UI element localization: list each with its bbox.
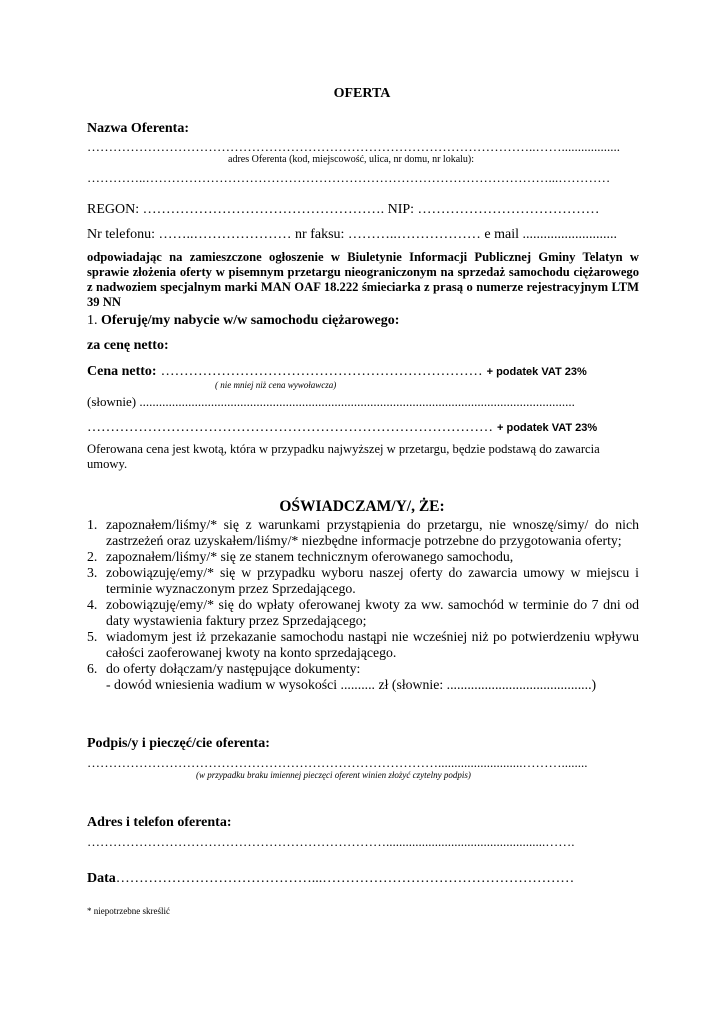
date-row: [87, 869, 639, 887]
bidder-name-label: Nazwa Oferenta:: [87, 121, 189, 136]
net-price-row: [87, 362, 587, 380]
declaration-item: [87, 629, 639, 661]
signature-label: Podpis/y i pieczęć/cie oferenta:: [87, 736, 270, 751]
offer-point-1-number: 1.: [87, 313, 98, 328]
regon-nip-row: REGON: ……………………………………………. NIP: …………………………………: [87, 202, 600, 217]
declaration-item: [87, 661, 639, 677]
address-phone-line: …………………………………………………………….................................................…….: [87, 834, 575, 849]
declaration-item: [87, 517, 639, 549]
wadium-line: - dowód wniesienia wadium w wysokości .......... zł (słownie: ..........................................): [106, 677, 597, 692]
vat-label-2: + podatek VAT 23%: [497, 422, 598, 434]
net-price-heading: za cenę netto:: [87, 338, 169, 353]
price-note: Oferowana cena jest kwotą, która w przypadku najwyższej w przetargu, będzie podstawą do zawarcia umowy.: [87, 442, 600, 471]
words-row: [87, 394, 639, 410]
declaration-number: 5.: [87, 629, 98, 644]
declaration-text: zobowiązuję/emy/* się do wpłaty oferowanej kwoty za ww. samochód w terminie do 7 dni od daty wystawienia faktury przez Sprzedającego;: [106, 597, 639, 628]
declaration-text: zapoznałem/liśmy/* się ze stanem technicznym oferowanego samochodu,: [106, 549, 514, 564]
contact-row: Nr telefonu: ……..………………… nr faksu: ………..……………… e mail ...........................: [87, 227, 618, 242]
words-label: (słownie): [87, 394, 137, 409]
declaration-text: zobowiązuję/emy/* się w przypadku wyboru naszej oferty do zawarcia umowy w miejscu i terminie wyznaczonym przez Sprzedającego.: [106, 565, 639, 596]
declaration-item: [87, 549, 639, 565]
declaration-number: 4.: [87, 597, 98, 612]
address-hint: adres Oferenta (kod, miejscowość, ulica, nr domu, nr lokalu):: [228, 154, 475, 165]
declaration-text: wiadomym jest iż przekazanie samochodu nastąpi nie wcześniej niż po potwierdzeniu wpływu całości zaoferowanej kwoty na konto sprzedającego.: [106, 629, 639, 660]
declaration-item: [87, 565, 639, 597]
declaration-item: [87, 597, 639, 629]
page-title: OFERTA: [333, 86, 391, 101]
footnote: * niepotrzebne skreślić: [87, 906, 170, 916]
declaration-number: 3.: [87, 565, 98, 580]
offer-point-1-text: Oferuję/my nabycie w/w samochodu ciężarowego:: [101, 313, 400, 328]
bidder-address-line: …………..…………………………………………………………………………………...…………: [87, 170, 611, 185]
signature-note: (w przypadku braku imiennej pieczęci oferent winien złożyć czytelny podpis): [196, 770, 471, 780]
bidder-name-line: …………………………………………………………………………………………..……..................: [87, 139, 620, 154]
date-line: ……………………………………...………………………………………………: [115, 871, 575, 886]
declaration-text: do oferty dołączam/y następujące dokumenty:: [106, 661, 361, 676]
net-price-dots: ……………………………………………………………: [160, 364, 483, 379]
declaration-number: 1.: [87, 517, 98, 532]
words-line-2: ……………………………………………………………………………: [87, 420, 493, 435]
words-dots: ......................................................................................................................................: [139, 394, 575, 409]
declarations-list: [87, 517, 639, 693]
vat-label-1: + podatek VAT 23%: [486, 366, 587, 378]
intro-paragraph: odpowiadając na zamieszczone ogłoszenie w Biuletynie Informacji Publicznej Gminy Telatyn w sprawie złożenia oferty w pisemnym przetargu nieograniczonym na sprzedaż samochodu ciężarowego z nadwoziem specjalnym marki MAN OAF 18.222 śmieciarka z prasą o numerze rejestracyjnym LTM 39 NN: [87, 250, 639, 309]
declaration-number: 2.: [87, 549, 98, 564]
words-row-2: [87, 418, 597, 436]
declarations-title: OŚWIADCZAM/Y/, ŻE:: [279, 498, 445, 515]
address-phone-label: Adres i telefon oferenta:: [87, 815, 232, 830]
signature-line: ………………………………………………………………………..........................………........: [87, 755, 588, 770]
date-label: Data: [87, 871, 116, 886]
net-price-label: Cena netto:: [87, 364, 157, 379]
declaration-text: zapoznałem/liśmy/* się z warunkami przystąpienia do przetargu, nie wnoszę/simy/ do nich zastrzeżeń oraz uzyskałem/liśmy/* niezbędne informacje potrzebne do przygotowania oferty;: [106, 517, 639, 548]
declaration-subitem: [87, 677, 639, 693]
min-price-note: ( nie mniej niż cena wywoławcza): [215, 380, 337, 390]
declaration-number: 6.: [87, 661, 98, 676]
offer-point-1: [87, 313, 399, 329]
